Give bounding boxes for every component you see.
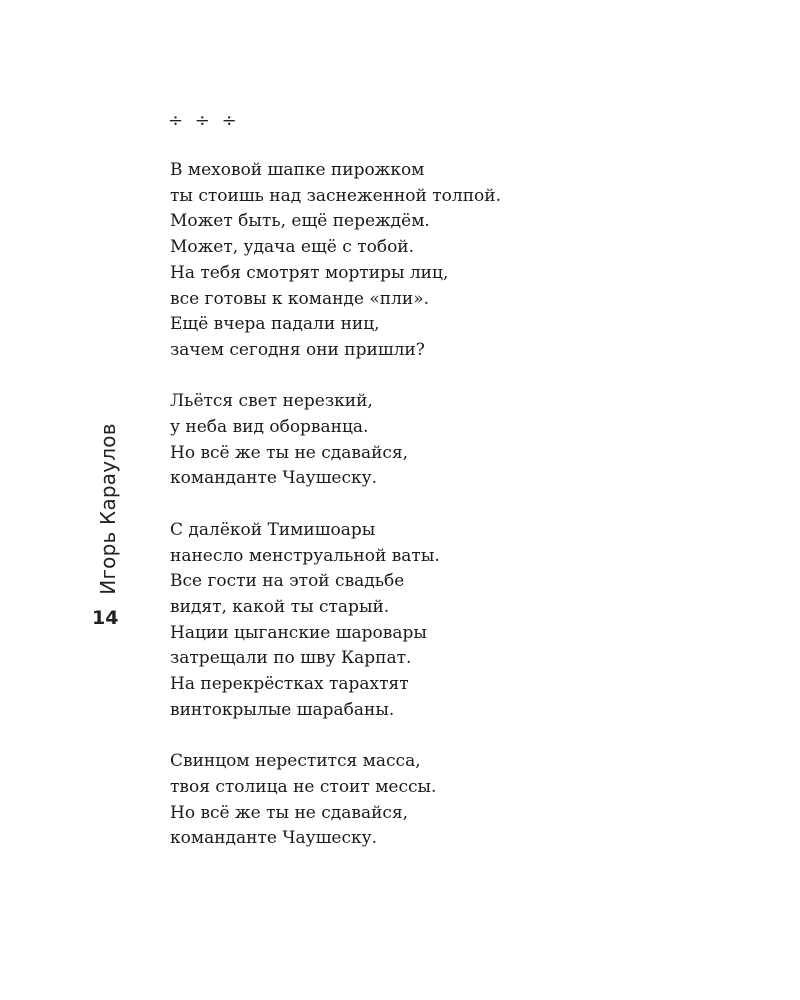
poem-line: все готовы к команде «пли». [170, 288, 430, 309]
poem-line: у неба вид оборванца. [170, 417, 369, 438]
poem-line: Но всё же ты не сдавайся, [170, 802, 409, 823]
stanza [170, 518, 501, 724]
poem-line: Может, удача ещё с тобой. [170, 237, 415, 258]
poem-line: винтокрылые шарабаны. [170, 699, 395, 720]
page-number: 14 [92, 607, 119, 629]
poem-line: Ещё вчера падали ниц, [170, 314, 380, 335]
stanza [170, 749, 501, 852]
poem-line: Льётся свет нерезкий, [170, 391, 373, 412]
poem-line: Нации цыганские шаровары [170, 622, 427, 643]
poem-line: ты стоишь над заснеженной толпой. [170, 185, 502, 206]
stanza [170, 158, 501, 364]
poem-line: На перекрёстках тарахтят [170, 674, 409, 695]
poem-text [170, 158, 501, 852]
poem-line: Но всё же ты не сдавайся, [170, 442, 409, 463]
poem-line: зачем сегодня они пришли? [170, 339, 425, 360]
poem-line: видят, какой ты старый. [170, 596, 390, 617]
poem-line: команданте Чаушеску. [170, 828, 378, 849]
poem-line: На тебя смотрят мортиры лиц, [170, 262, 449, 283]
poem-line: В меховой шапке пирожком [170, 160, 425, 180]
poem-line: команданте Чаушеску. [170, 468, 378, 489]
stanza [170, 389, 501, 492]
section-ornament: ÷ ÷ ÷ [168, 110, 240, 131]
author-name: Игорь Караулов [96, 423, 120, 595]
poem-line: твоя столица не стоит мессы. [170, 776, 437, 797]
poem-line: С далёкой Тимишоары [170, 519, 376, 540]
poem-line: Все гости на этой свадьбе [170, 571, 405, 592]
poem-line: Может быть, ещё переждём. [170, 211, 430, 232]
poem-line: нанесло менструальной ваты. [170, 545, 440, 566]
poem-line: Свинцом нерестится масса, [170, 751, 421, 772]
poem-line: затрещали по шву Карпат. [170, 648, 412, 669]
